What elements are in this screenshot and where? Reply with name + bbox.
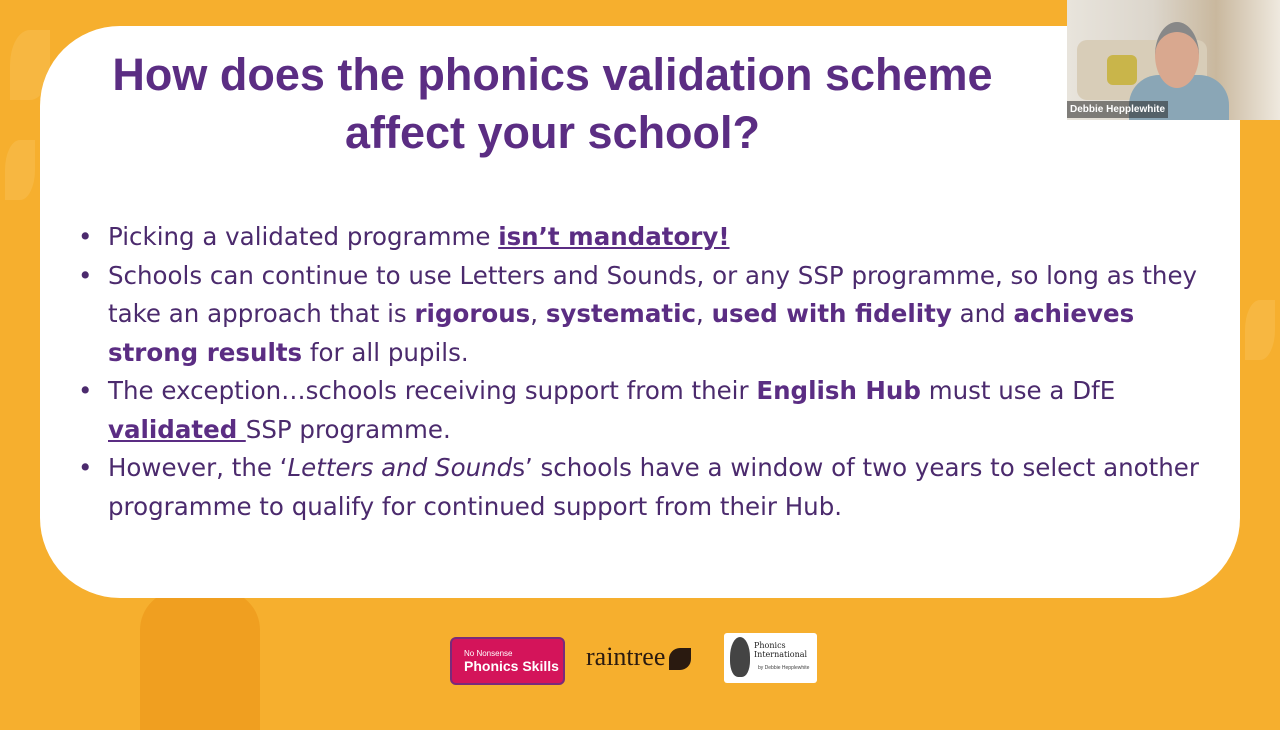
- bullet-text-segment: The exception…schools receiving support from their: [108, 376, 757, 405]
- no-nonsense-phonics-skills-logo: [450, 637, 565, 685]
- leaf-icon: [669, 648, 691, 670]
- background-leaf: [5, 140, 35, 200]
- webcam-video[interactable]: [1067, 0, 1280, 120]
- logo-text: Phonics International: [754, 641, 808, 659]
- bullet-text-segment: s’ schools have a window of two years to select another programme to qualify for continued support from their Hub.: [108, 453, 1199, 521]
- logo-byline: by Debbie Hepplewhite: [758, 665, 810, 671]
- bullet-text-segment: Letters and Sound: [287, 453, 513, 482]
- bullet-text-segment: rigorous: [414, 299, 531, 328]
- bullet-item: [78, 449, 1208, 526]
- bullet-text-segment: ,: [696, 299, 712, 328]
- bullet-text-segment: Schools can continue to use Letters and Sounds, or any SSP programme, so long as they take an approach that is: [108, 260, 1198, 328]
- bullet-text-segment: and: [951, 299, 1014, 328]
- presenter-head: [1155, 22, 1199, 88]
- logo-large-text: Phonics Skills: [464, 658, 559, 674]
- background-tree-trunk: [140, 590, 260, 730]
- penguin-icon: [730, 637, 750, 677]
- pillow: [1107, 55, 1137, 85]
- bullet-text-segment: for all pupils.: [302, 337, 469, 367]
- raintree-text: raintree: [586, 642, 666, 671]
- bullet-text-segment: However, the ‘: [108, 453, 288, 482]
- bullet-item: [78, 218, 1208, 257]
- bullet-text-segment: systematic: [545, 299, 697, 328]
- phonics-international-logo: [724, 633, 817, 683]
- bullet-text-segment: used with fidelity: [711, 299, 952, 328]
- logo-small-text: No Nonsense: [464, 649, 513, 658]
- bullet-text-segment: isn’t mandatory!: [498, 222, 730, 251]
- bullet-list: [78, 218, 1208, 526]
- participant-name: Debbie Hepplewhite: [1067, 101, 1168, 118]
- raintree-logo: [586, 642, 691, 672]
- background-leaf: [1245, 300, 1275, 360]
- bullet-item: [78, 372, 1208, 449]
- bullet-text-segment: validated: [108, 414, 246, 444]
- bullet-text-segment: SSP programme.: [245, 414, 451, 444]
- bullet-text-segment: must use a DfE: [920, 376, 1116, 405]
- bullet-text-segment: ,: [530, 299, 546, 328]
- bullet-item: [78, 257, 1208, 373]
- bullet-text-segment: achieves strong results: [108, 299, 1135, 367]
- bullet-text-segment: English Hub: [756, 376, 921, 405]
- slide-title: How does the phonics validation scheme affect your school?: [112, 49, 993, 158]
- bullet-text-segment: Picking a validated programme: [108, 222, 499, 251]
